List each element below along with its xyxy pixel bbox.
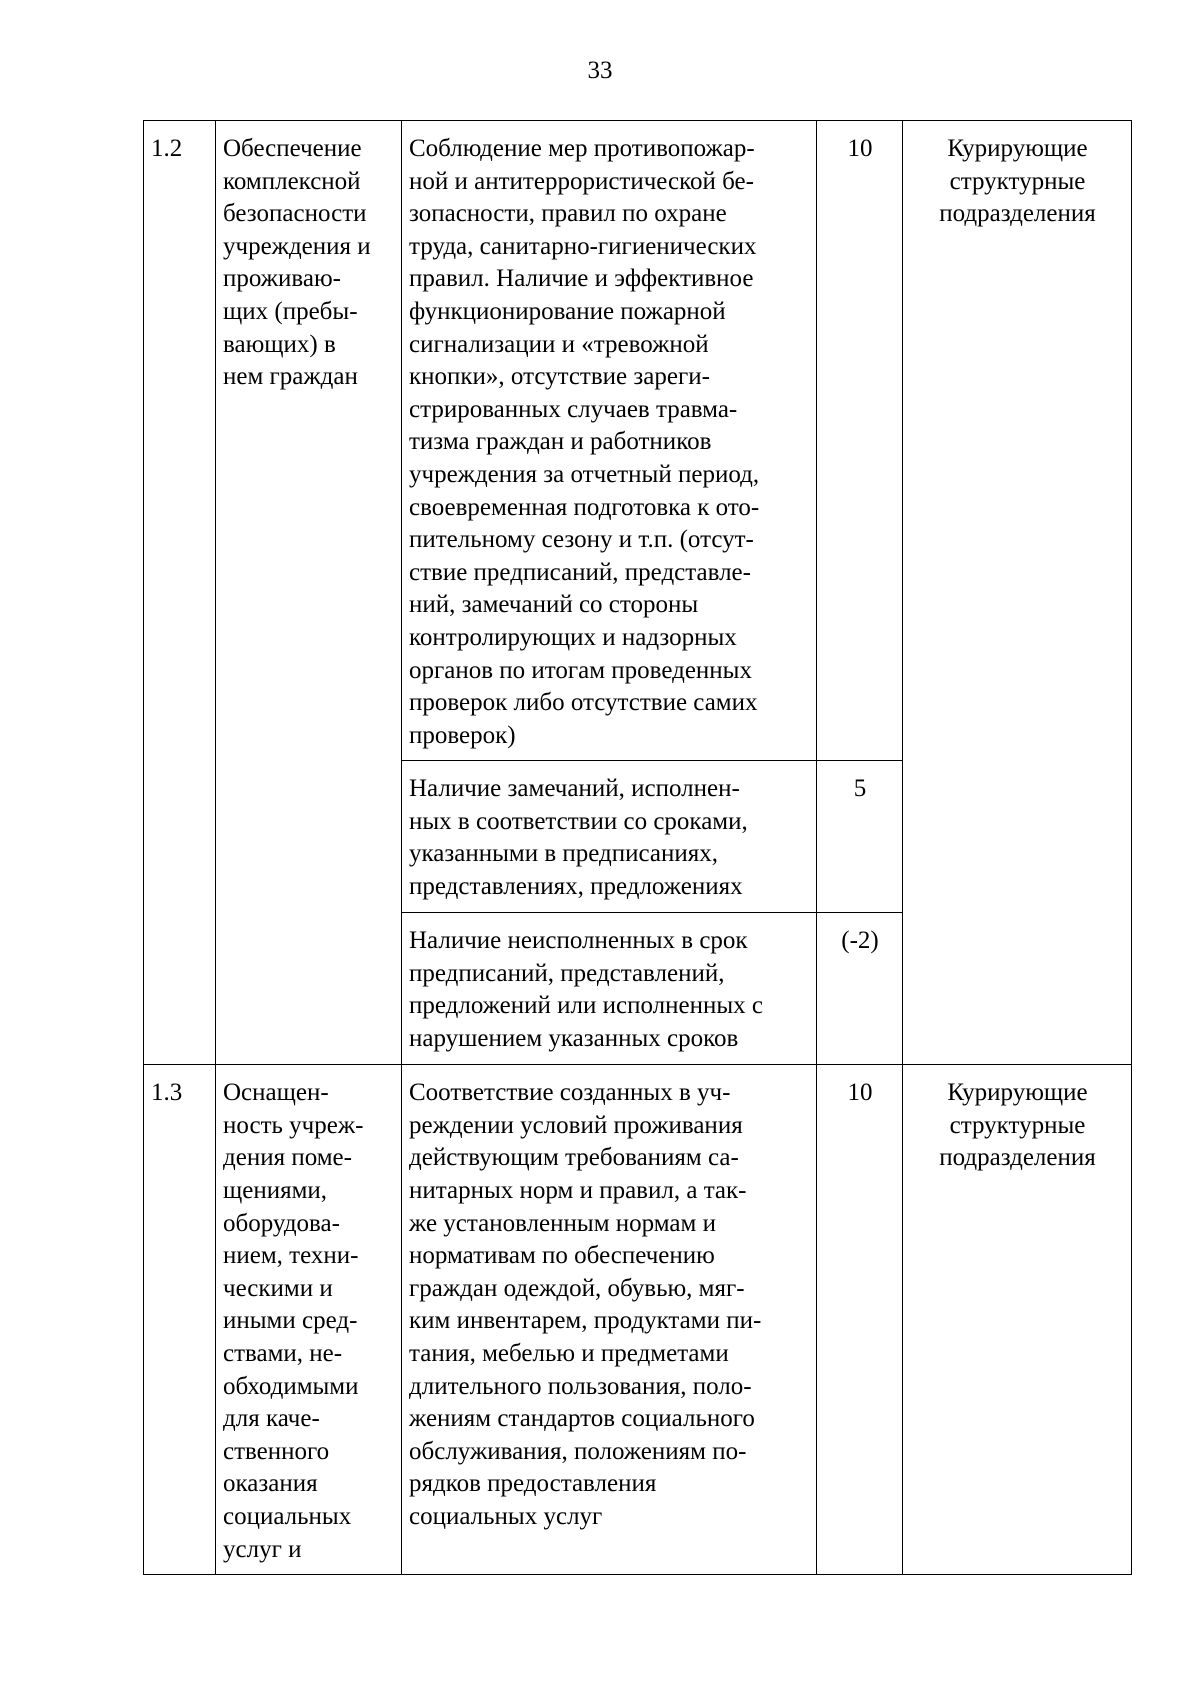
criterion-line: ким инвентарем, продуктами пи-	[409, 1307, 762, 1335]
responsible-cell	[903, 121, 1132, 1065]
indicator-line: услуг и	[223, 1535, 302, 1563]
criterion-line: указанными в предписаниях,	[409, 840, 719, 868]
indicator-line: ность учреж-	[223, 1111, 364, 1139]
criterion-line: тизма граждан и работников	[409, 428, 712, 456]
responsible-line: структурные	[949, 1111, 1086, 1139]
indicator-line: вающих) в	[223, 330, 336, 358]
points-cell: 5	[817, 761, 903, 913]
criterion-line: ной и антитеррористической бе-	[409, 167, 754, 195]
indicator-line: безопасности	[223, 200, 367, 228]
indicator-line: комплексной	[223, 167, 361, 195]
criterion-line: своевременная подготовка к ото-	[409, 493, 760, 521]
criterion-line: правил. Наличие и эффективное	[409, 265, 754, 293]
table-row	[144, 1065, 1132, 1575]
criterion-line: нормативам по обеспечению	[409, 1242, 715, 1270]
criterion-line: пительному сезону и т.п. (отсут-	[409, 526, 754, 554]
criterion-cell	[402, 1065, 817, 1575]
criterion-line: нитарных норм и правил, а так-	[409, 1177, 747, 1205]
responsible-line: Курирующие	[947, 1079, 1088, 1107]
indicator-line: нием, техни-	[223, 1242, 359, 1270]
indicator-line: оборудова-	[223, 1209, 340, 1237]
criterion-line: ных в соответствии со сроками,	[409, 807, 748, 835]
table-row	[144, 121, 1132, 761]
criteria-table	[143, 120, 1132, 1575]
criterion-line: ствие предписаний, представле-	[409, 558, 751, 586]
criterion-line: обслуживания, положениям по-	[409, 1437, 747, 1465]
criterion-line: труда, санитарно-гигиенических	[409, 232, 757, 260]
criterion-line: граждан одеждой, обувью, мяг-	[409, 1274, 745, 1302]
criterion-line: кнопки», отсутствие зареги-	[409, 363, 710, 391]
criterion-line: контролирующих и надзорных	[409, 623, 737, 651]
criterion-line: представлениях, предложениях	[409, 873, 743, 901]
indicator-line: щих (пребы-	[223, 297, 358, 325]
indicator-line: ческими и	[223, 1274, 333, 1302]
criterion-line: Соблюдение мер противопожар-	[409, 135, 755, 162]
criterion-line: проверок)	[409, 721, 516, 749]
criterion-line: жениям стандартов социального	[409, 1405, 755, 1433]
indicator-line: дения поме-	[223, 1144, 352, 1172]
row-number-cell: 1.3	[144, 1065, 216, 1575]
criterion-line: стрированных случаев травма-	[409, 395, 738, 423]
criterion-cell	[402, 913, 817, 1065]
indicator-line: щениями,	[223, 1177, 328, 1205]
indicator-line: ственного	[223, 1437, 330, 1465]
indicator-line: проживаю-	[223, 265, 341, 293]
criterion-line: тания, мебелью и предметами	[409, 1340, 729, 1368]
responsible-line: Курирующие	[947, 135, 1088, 162]
responsible-cell	[903, 1065, 1132, 1575]
criterion-line: социальных услуг	[409, 1503, 603, 1530]
criterion-line: предписаний, представлений,	[409, 959, 725, 987]
criterion-line: рядков предоставления	[409, 1470, 657, 1498]
page-number: 33	[587, 57, 613, 84]
criterion-line: Наличие неисполненных в срок	[409, 927, 748, 955]
criterion-line: функционирование пожарной	[409, 297, 726, 325]
criterion-line: действующим требованиям са-	[409, 1144, 739, 1172]
criterion-line: длительного пользования, поло-	[409, 1372, 752, 1400]
criterion-line: реждении условий проживания	[409, 1111, 743, 1139]
indicator-cell	[216, 1065, 402, 1575]
criterion-line: сигнализации и «тревожной	[409, 330, 709, 358]
criterion-line: зопасности, правил по охране	[409, 200, 727, 228]
criterion-line: Наличие замечаний, исполнен-	[409, 775, 740, 803]
criterion-line: ний, замечаний со стороны	[409, 591, 699, 619]
criterion-cell	[402, 121, 817, 761]
indicator-line: для каче-	[223, 1405, 320, 1433]
responsible-line: подразделения	[939, 200, 1096, 228]
criterion-line: же установленным нормам и	[409, 1209, 716, 1237]
indicator-line: ствами, не-	[223, 1340, 343, 1368]
indicator-cell	[216, 121, 402, 1065]
criterion-line: нарушением указанных сроков	[409, 1025, 739, 1053]
indicator-line: социальных	[223, 1503, 352, 1530]
criterion-line: Соответствие созданных в уч-	[409, 1079, 731, 1107]
indicator-line: нем граждан	[223, 363, 358, 391]
indicator-line: Оснащен-	[223, 1079, 329, 1107]
criterion-line: предложений или исполненных с	[409, 992, 764, 1020]
points-cell: 10	[817, 1065, 903, 1575]
criterion-cell	[402, 761, 817, 913]
row-number-cell: 1.2	[144, 121, 216, 1065]
indicator-line: учреждения и	[223, 232, 371, 260]
responsible-line: структурные	[949, 167, 1086, 195]
points-cell: 10	[817, 121, 903, 761]
indicator-line: иными сред-	[223, 1307, 358, 1335]
indicator-line: Обеспечение	[223, 135, 362, 162]
indicator-line: оказания	[223, 1470, 318, 1498]
responsible-line: подразделения	[939, 1144, 1096, 1172]
points-cell: (-2)	[817, 913, 903, 1065]
criterion-line: учреждения за отчетный период,	[409, 460, 760, 488]
indicator-line: обходимыми	[223, 1372, 359, 1400]
criterion-line: проверок либо отсутствие самих	[409, 689, 758, 717]
criterion-line: органов по итогам проведенных	[409, 656, 752, 684]
